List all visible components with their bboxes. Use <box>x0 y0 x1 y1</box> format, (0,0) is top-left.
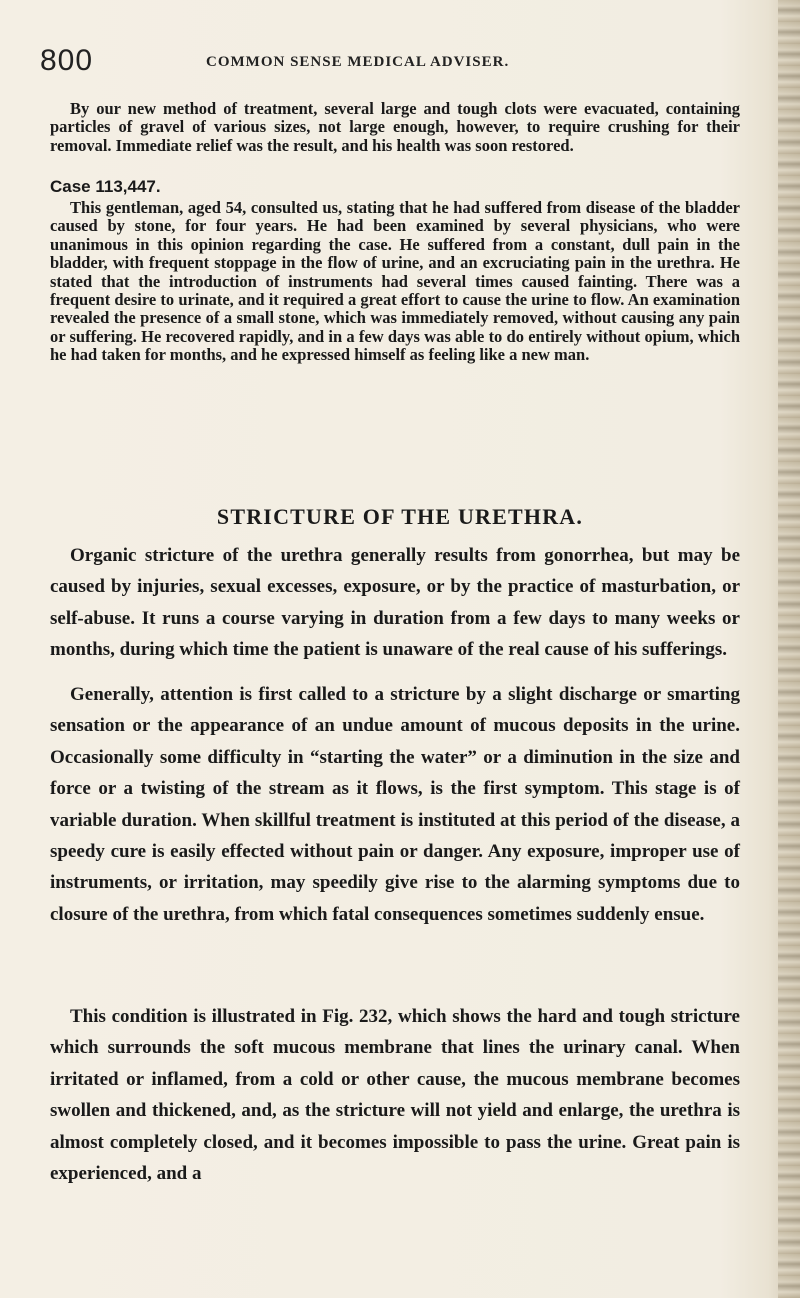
case-heading: Case 113,447. <box>50 177 161 196</box>
paragraph-case-description: This gentleman, aged 54, consulted us, stating that he had suffered from disease of the bladder caused by stone, for four years. He had been examined by several physicians, who were unanimous in this opinion regarding the case. He suffered from a constant, dull pain in the bladder, with frequent stoppage in the flow of urine, and an excruciating pain in the urethra. He stated that the introduction of instruments had several times caused fainting. There was a frequent desire to urinate, and it required a great effort to cause the urine to flow. An examination revealed the presence of a small stone, which was immediately removed, without causing any pain or suffering. He recovered rapidly, and in a few days was able to do entirely without opium, which he had taken for months, and he expressed himself as feeling like a new man. <box>50 198 740 365</box>
paragraph-clots: By our new method of treatment, several large and tough clots were evacuated, containing particles of gravel of various sizes, not large enough, however, to require crushing for their removal. Immediate relief was the result, and his health was soon restored. <box>50 99 740 155</box>
page-header <box>40 44 760 84</box>
paragraph-illustration: This condition is illustrated in Fig. 232, which shows the hard and tough stricture which surrounds the soft mucous membrane that lines the urinary canal. When irritated or inflamed, from a cold or other cause, the mucous membrane becomes swollen and thickened, and, as the stricture will not yield and enlarge, the urethra is almost completely closed, and it becomes impossible to pass the urine. Great pain is experienced, and a <box>50 1006 740 1185</box>
page-edge <box>778 0 800 1298</box>
running-head: COMMON SENSE MEDICAL ADVISER. <box>206 54 510 70</box>
page-number: 800 <box>40 44 94 77</box>
paragraph-stricture-intro: Organic stricture of the urethra generally results from gonorrhea, but may be caused by injuries, sexual excesses, exposure, or by the practice of masturbation, or self-abuse. It runs a course varying in duration from a few days to many weeks or months, during which time the patient is unaware of the real cause of his sufferings. <box>50 545 740 661</box>
paragraph-symptoms: Generally, attention is first called to a stricture by a slight discharge or smarting sensation or the appearance of an undue amount of mucous deposits in the urine. Occasionally some difficulty in “starting the water” or a diminution in the size and force or a twisting of the stream as it flows, is the first symptom. This stage is of variable duration. When skillful treatment is instituted at this period of the disease, a speedy cure is easily effected without pain or danger. Any exposure, improper use of instruments, or irritation, may speedily give rise to the alarming symptoms due to closure of the urethra, from which fatal consequences sometimes suddenly ensue. <box>50 684 740 925</box>
section-title: STRICTURE OF THE URETHRA. <box>216 504 584 529</box>
